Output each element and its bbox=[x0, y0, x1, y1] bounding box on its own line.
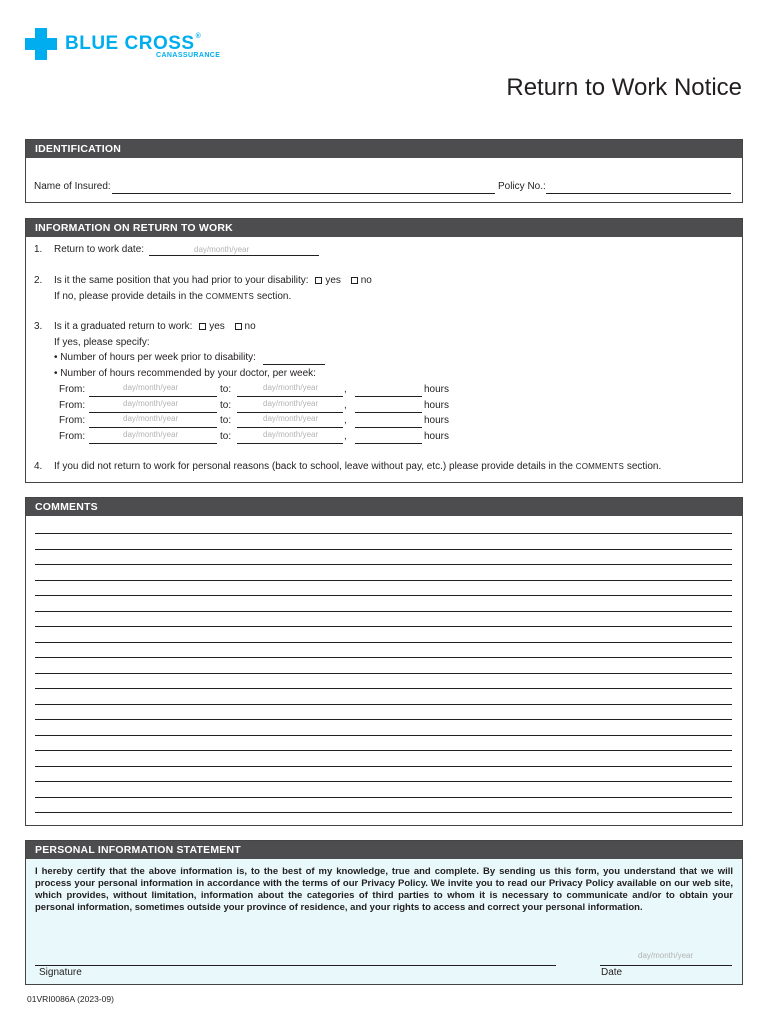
to-date-field[interactable] bbox=[237, 427, 343, 428]
q3-no-checkbox[interactable] bbox=[235, 323, 242, 330]
from-date-hint: day/month/year bbox=[123, 429, 179, 439]
signature-field[interactable] bbox=[35, 965, 556, 966]
q3-specify: If yes, please specify: bbox=[54, 337, 150, 348]
return-date-label: Return to work date: bbox=[54, 244, 145, 255]
to-date-hint: day/month/year bbox=[263, 429, 319, 439]
document-title: Return to Work Notice bbox=[506, 74, 742, 101]
comment-line[interactable] bbox=[35, 673, 732, 674]
hours-field[interactable] bbox=[355, 443, 422, 444]
comment-line[interactable] bbox=[35, 719, 732, 720]
from-date-hint: day/month/year bbox=[123, 398, 179, 408]
return-to-work-section bbox=[25, 218, 743, 483]
q2-question: Is it the same position that you had prior to your disability: bbox=[54, 275, 309, 286]
hours-recommended-label: • Number of hours recommended by your doctor, per week: bbox=[54, 368, 316, 379]
q3-number: 3. bbox=[34, 321, 43, 332]
identification-header: IDENTIFICATION bbox=[26, 140, 742, 158]
q2-yes-checkbox[interactable] bbox=[315, 277, 322, 284]
form-code: 01VRI0086A (2023-09) bbox=[27, 994, 114, 1004]
hours-label: hours bbox=[424, 384, 450, 395]
q3-line bbox=[54, 321, 256, 332]
q2-detail: If no, please provide details in the COMMENTS section. bbox=[54, 291, 292, 302]
to-date-hint: day/month/year bbox=[263, 398, 319, 408]
comment-line[interactable] bbox=[35, 781, 732, 782]
hours-prior-field[interactable] bbox=[263, 364, 325, 365]
to-label: to: bbox=[220, 384, 232, 395]
comment-line[interactable] bbox=[35, 642, 732, 643]
return-date-hint: day/month/year bbox=[194, 245, 250, 254]
comma: , bbox=[344, 399, 347, 411]
from-label: From: bbox=[59, 399, 86, 411]
comments-header: COMMENTS bbox=[26, 498, 742, 516]
privacy-statement: I hereby certify that the above information is, to the best of my knowledge, true and complete. By sending us this form, you understand that we will process your personal information in accordance with the terms of our Privacy Policy. We invite you to read our Privacy Policy available on our web site, which provides, without limitation, information about the categories of third parties to whom it is necessary to communicate and/or to obtain your personal information, sometimes outside your province of residence, and your rights to access and correct your personal information. bbox=[35, 866, 733, 913]
to-label: to: bbox=[220, 430, 232, 442]
personal-information-header: PERSONAL INFORMATION STATEMENT bbox=[26, 841, 742, 859]
comment-line[interactable] bbox=[35, 766, 732, 767]
q1-number: 1. bbox=[34, 244, 43, 255]
comment-line[interactable] bbox=[35, 626, 732, 627]
comment-line[interactable] bbox=[35, 564, 732, 565]
date-label: Date bbox=[601, 967, 623, 978]
q2-yes-label: yes bbox=[325, 275, 341, 286]
to-date-hint: day/month/year bbox=[263, 414, 319, 423]
comment-line[interactable] bbox=[35, 750, 732, 751]
to-date-hint: day/month/year bbox=[263, 383, 319, 392]
comment-line[interactable] bbox=[35, 611, 732, 612]
signature-label: Signature bbox=[39, 967, 82, 978]
date-field[interactable] bbox=[600, 965, 732, 966]
logo-wordmark: BLUE CROSS® bbox=[65, 33, 202, 54]
q2-number: 2. bbox=[34, 275, 43, 286]
q3-no-label: no bbox=[244, 321, 256, 332]
q3-yes-checkbox[interactable] bbox=[199, 323, 206, 330]
q3-yes-label: yes bbox=[209, 321, 225, 332]
to-label: to: bbox=[220, 399, 232, 411]
q3-question: Is it a graduated return to work: bbox=[54, 321, 193, 332]
name-of-insured-label: Name of Insured: bbox=[34, 181, 111, 192]
comment-line[interactable] bbox=[35, 688, 732, 689]
from-date-hint: day/month/year bbox=[123, 383, 179, 392]
q2-no-checkbox[interactable] bbox=[351, 277, 358, 284]
hours-field[interactable] bbox=[355, 396, 422, 397]
hours-label: hours bbox=[424, 415, 450, 426]
name-of-insured-field[interactable] bbox=[112, 193, 495, 194]
comment-line[interactable] bbox=[35, 549, 732, 550]
cross-logo-icon bbox=[25, 28, 57, 60]
from-label: From: bbox=[59, 430, 86, 442]
from-date-field[interactable] bbox=[89, 396, 217, 397]
q4-text: If you did not return to work for personal reasons (back to school, leave without pay, etc.) please provide details in the COMMENTS section. bbox=[54, 461, 662, 472]
to-date-field[interactable] bbox=[237, 396, 343, 397]
from-date-field[interactable] bbox=[89, 443, 217, 444]
hours-label: hours bbox=[424, 399, 450, 411]
hours-prior-label: • Number of hours per week prior to disability: bbox=[54, 352, 256, 363]
comment-line[interactable] bbox=[35, 595, 732, 596]
return-date-field[interactable] bbox=[149, 255, 319, 256]
to-date-field[interactable] bbox=[237, 412, 343, 413]
date-hint: day/month/year bbox=[638, 951, 694, 960]
from-label: From: bbox=[59, 384, 86, 395]
from-date-hint: day/month/year bbox=[123, 414, 179, 423]
comment-line[interactable] bbox=[35, 704, 732, 705]
identification-section bbox=[25, 139, 743, 203]
comment-line[interactable] bbox=[35, 812, 732, 813]
policy-number-field[interactable] bbox=[546, 193, 731, 194]
comma: , bbox=[344, 384, 347, 395]
logo-subname: CANASSURANCE bbox=[156, 52, 221, 59]
comment-line[interactable] bbox=[35, 797, 732, 798]
hours-label: hours bbox=[424, 430, 450, 442]
return-to-work-header: INFORMATION ON RETURN TO WORK bbox=[26, 219, 742, 237]
hours-field[interactable] bbox=[355, 427, 422, 428]
from-date-field[interactable] bbox=[89, 427, 217, 428]
policy-number-label: Policy No.: bbox=[498, 181, 546, 192]
blue-cross-logo bbox=[25, 28, 235, 62]
q2-line bbox=[54, 275, 372, 286]
to-label: to: bbox=[220, 415, 232, 426]
from-label: From: bbox=[59, 415, 86, 426]
comments-section bbox=[25, 497, 743, 826]
comment-line[interactable] bbox=[35, 580, 732, 581]
comment-line[interactable] bbox=[35, 657, 732, 658]
comment-line[interactable] bbox=[35, 533, 732, 534]
q2-no-label: no bbox=[360, 275, 372, 286]
comma: , bbox=[344, 415, 347, 426]
to-date-field[interactable] bbox=[237, 443, 343, 444]
q4-number: 4. bbox=[34, 461, 43, 472]
comment-line[interactable] bbox=[35, 735, 732, 736]
hours-field[interactable] bbox=[355, 412, 422, 413]
comma: , bbox=[344, 430, 347, 442]
personal-information-section bbox=[25, 840, 743, 985]
from-date-field[interactable] bbox=[89, 412, 217, 413]
